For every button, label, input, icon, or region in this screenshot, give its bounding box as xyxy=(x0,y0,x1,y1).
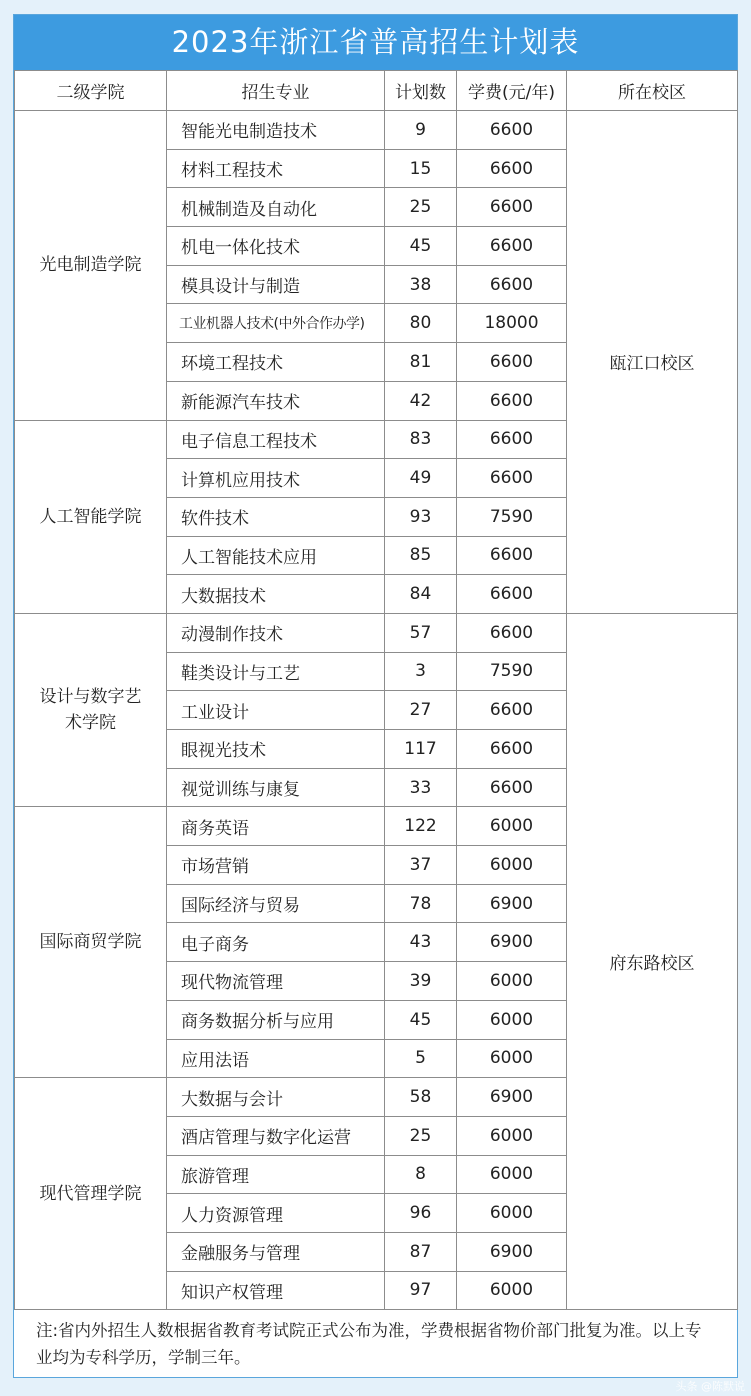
footnote: 注:省内外招生人数根据省教育考试院正式公布为准，学费根据省物价部门批复为准。以上专业均为专科学历，学制三年。 xyxy=(36,1321,702,1367)
tuition-fee: 6900 xyxy=(457,923,567,962)
plan-count: 122 xyxy=(385,807,457,846)
header-campus: 所在校区 xyxy=(567,71,738,111)
tuition-fee: 6000 xyxy=(457,1000,567,1039)
plan-count: 93 xyxy=(385,497,457,536)
tuition-fee: 6600 xyxy=(457,149,567,188)
tuition-fee: 6000 xyxy=(457,846,567,885)
major-name: 现代物流管理 xyxy=(167,962,385,1001)
plan-count: 39 xyxy=(385,962,457,1001)
plan-count: 25 xyxy=(385,188,457,227)
plan-count: 33 xyxy=(385,768,457,807)
tuition-fee: 7590 xyxy=(457,652,567,691)
table-body xyxy=(15,111,738,1310)
major-name: 机械制造及自动化 xyxy=(167,188,385,227)
plan-count: 58 xyxy=(385,1078,457,1117)
table-row xyxy=(15,111,738,150)
tuition-fee: 6600 xyxy=(457,459,567,498)
tuition-fee: 6000 xyxy=(457,1155,567,1194)
plan-count: 9 xyxy=(385,111,457,150)
major-name: 环境工程技术 xyxy=(167,343,385,382)
table-row xyxy=(15,613,738,652)
major-name: 视觉训练与康复 xyxy=(167,768,385,807)
tuition-fee: 6900 xyxy=(457,884,567,923)
major-name: 工业机器人技术(中外合作办学) xyxy=(167,304,385,343)
plan-count: 49 xyxy=(385,459,457,498)
plan-count: 8 xyxy=(385,1155,457,1194)
tuition-fee: 6000 xyxy=(457,1116,567,1155)
plan-count: 96 xyxy=(385,1194,457,1233)
major-name: 眼视光技术 xyxy=(167,730,385,769)
plan-count: 15 xyxy=(385,149,457,188)
plan-count: 25 xyxy=(385,1116,457,1155)
tuition-fee: 6600 xyxy=(457,381,567,420)
plan-count: 80 xyxy=(385,304,457,343)
enrollment-plan-sheet xyxy=(13,14,738,1378)
major-name: 国际经济与贸易 xyxy=(167,884,385,923)
major-name: 电子信息工程技术 xyxy=(167,420,385,459)
major-name: 商务数据分析与应用 xyxy=(167,1000,385,1039)
watermark: 头条 @陈默说 xyxy=(675,1380,745,1393)
tuition-fee: 6600 xyxy=(457,343,567,382)
tuition-fee: 18000 xyxy=(457,304,567,343)
tuition-fee: 6600 xyxy=(457,265,567,304)
tuition-fee: 6000 xyxy=(457,807,567,846)
tuition-fee: 6900 xyxy=(457,1078,567,1117)
plan-count: 78 xyxy=(385,884,457,923)
header-major: 招生专业 xyxy=(167,71,385,111)
major-name: 智能光电制造技术 xyxy=(167,111,385,150)
plan-count: 3 xyxy=(385,652,457,691)
major-name: 商务英语 xyxy=(167,807,385,846)
major-name: 大数据与会计 xyxy=(167,1078,385,1117)
tuition-fee: 6000 xyxy=(457,1271,567,1310)
major-name: 动漫制作技术 xyxy=(167,613,385,652)
plan-count: 42 xyxy=(385,381,457,420)
tuition-fee: 6000 xyxy=(457,1039,567,1078)
major-name: 酒店管理与数字化运营 xyxy=(167,1116,385,1155)
tuition-fee: 6600 xyxy=(457,188,567,227)
college-name: 现代管理学院 xyxy=(15,1078,167,1310)
plan-count: 45 xyxy=(385,227,457,266)
header-college: 二级学院 xyxy=(15,71,167,111)
tuition-fee: 7590 xyxy=(457,497,567,536)
major-name: 市场营销 xyxy=(167,846,385,885)
major-name: 大数据技术 xyxy=(167,575,385,614)
tuition-fee: 6000 xyxy=(457,962,567,1001)
college-name: 设计与数字艺术学院 xyxy=(15,613,167,806)
plan-count: 45 xyxy=(385,1000,457,1039)
plan-count: 57 xyxy=(385,613,457,652)
campus-name: 府东路校区 xyxy=(567,613,738,1309)
enrollment-table xyxy=(14,70,738,1310)
plan-count: 38 xyxy=(385,265,457,304)
header-tuition: 学费(元/年) xyxy=(457,71,567,111)
plan-count: 43 xyxy=(385,923,457,962)
plan-count: 97 xyxy=(385,1271,457,1310)
major-name: 机电一体化技术 xyxy=(167,227,385,266)
major-name: 鞋类设计与工艺 xyxy=(167,652,385,691)
major-name: 软件技术 xyxy=(167,497,385,536)
major-name: 新能源汽车技术 xyxy=(167,381,385,420)
college-name: 人工智能学院 xyxy=(15,420,167,613)
tuition-fee: 6600 xyxy=(457,227,567,266)
tuition-fee: 6600 xyxy=(457,420,567,459)
plan-count: 27 xyxy=(385,691,457,730)
tuition-fee: 6600 xyxy=(457,691,567,730)
plan-count: 117 xyxy=(385,730,457,769)
major-name: 人力资源管理 xyxy=(167,1194,385,1233)
header-plan-count: 计划数 xyxy=(385,71,457,111)
campus-name: 瓯江口校区 xyxy=(567,111,738,614)
major-name: 计算机应用技术 xyxy=(167,459,385,498)
major-name: 材料工程技术 xyxy=(167,149,385,188)
plan-count: 81 xyxy=(385,343,457,382)
plan-count: 83 xyxy=(385,420,457,459)
plan-count: 87 xyxy=(385,1232,457,1271)
tuition-fee: 6600 xyxy=(457,536,567,575)
plan-count: 37 xyxy=(385,846,457,885)
major-name: 人工智能技术应用 xyxy=(167,536,385,575)
tuition-fee: 6600 xyxy=(457,613,567,652)
major-name: 知识产权管理 xyxy=(167,1271,385,1310)
college-name: 国际商贸学院 xyxy=(15,807,167,1078)
table-header-row xyxy=(15,71,738,111)
major-name: 金融服务与管理 xyxy=(167,1232,385,1271)
tuition-fee: 6900 xyxy=(457,1232,567,1271)
tuition-fee: 6000 xyxy=(457,1194,567,1233)
major-name: 旅游管理 xyxy=(167,1155,385,1194)
major-name: 应用法语 xyxy=(167,1039,385,1078)
tuition-fee: 6600 xyxy=(457,111,567,150)
major-name: 工业设计 xyxy=(167,691,385,730)
tuition-fee: 6600 xyxy=(457,768,567,807)
college-name: 光电制造学院 xyxy=(15,111,167,421)
page-title: 2023年浙江省普高招生计划表 xyxy=(14,15,737,70)
tuition-fee: 6600 xyxy=(457,730,567,769)
plan-count: 5 xyxy=(385,1039,457,1078)
tuition-fee: 6600 xyxy=(457,575,567,614)
major-name: 模具设计与制造 xyxy=(167,265,385,304)
major-name: 电子商务 xyxy=(167,923,385,962)
plan-count: 85 xyxy=(385,536,457,575)
plan-count: 84 xyxy=(385,575,457,614)
